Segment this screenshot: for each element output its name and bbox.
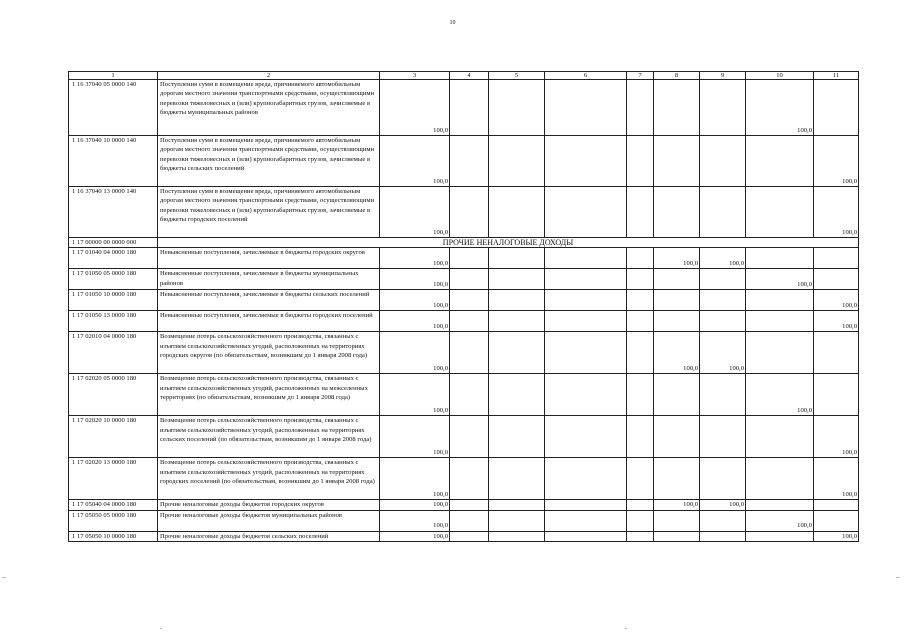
value-cell [489, 136, 545, 187]
table-row [69, 500, 859, 510]
value-cell [654, 374, 700, 416]
revenue-description: Поступления сумм в возмещение вреда, причиняемого автомобильным дорогам местного значения транспортными средствами, осуществляющими перевозки тяжеловесных и (или) крупногабаритных грузов, зачисляемые в бюджеты муниципальных районов [158, 80, 380, 136]
value-cell: 100,0 [814, 136, 859, 187]
column-number: 11 [814, 72, 859, 80]
value-cell [489, 187, 545, 238]
value-cell [450, 248, 489, 269]
value-cell [700, 510, 746, 531]
value-cell: 100,0 [700, 332, 746, 374]
value-cell [489, 510, 545, 531]
value-cell [746, 187, 814, 238]
value-cell: 100,0 [380, 531, 450, 541]
column-number-row [69, 72, 859, 80]
value-cell [489, 80, 545, 136]
column-number: 5 [489, 72, 545, 80]
value-cell [627, 136, 654, 187]
value-cell [627, 510, 654, 531]
value-cell [814, 332, 859, 374]
value-cell [746, 311, 814, 332]
value-cell [627, 269, 654, 290]
value-cell: 100,0 [746, 510, 814, 531]
value-cell [545, 248, 627, 269]
revenue-description: Поступления сумм в возмещение вреда, причиняемого автомобильным дорогам местного значения транспортными средствами, осуществляющими перевозки тяжеловесных и (или) крупногабаритных грузов, зачисляемые в бюджеты сельских поселений [158, 136, 380, 187]
value-cell [627, 80, 654, 136]
value-cell [489, 311, 545, 332]
table-row [69, 136, 859, 187]
revenue-description: Возмещение потерь сельскохозяйственного производства, связанных с изъятием сельскохозяйственных угодий, расположенных на межселенных территориях (по обязательствам, возникшим до 1 января 2008 года) [158, 374, 380, 416]
column-number: 10 [746, 72, 814, 80]
scan-mark [625, 628, 627, 629]
revenue-description: Возмещение потерь сельскохозяйственного производства, связанных с изъятием сельскохозяйственных угодий, расположенных на территориях городских округов (по обязательствам, возникшим до 1 января 2008 года) [158, 332, 380, 374]
column-number: 6 [545, 72, 627, 80]
revenue-table [68, 71, 859, 542]
revenue-description: Невыясненные поступления, зачисляемые в бюджеты городских поселений [158, 311, 380, 332]
value-cell [700, 290, 746, 311]
value-cell [489, 332, 545, 374]
value-cell [489, 458, 545, 500]
value-cell [700, 269, 746, 290]
revenue-code: 1 17 05050 05 0000 180 [69, 510, 158, 531]
value-cell [545, 374, 627, 416]
value-cell [700, 187, 746, 238]
value-cell [489, 269, 545, 290]
value-cell [489, 531, 545, 541]
column-number: 1 [69, 72, 158, 80]
revenue-description: Поступления сумм в возмещение вреда, причиняемого автомобильным дорогам местного значения транспортными средствами, осуществляющими перевозки тяжеловесных и (или) крупногабаритных грузов, зачисляемые в бюджеты городских поселений [158, 187, 380, 238]
revenue-description: Невыясненные поступления, зачисляемые в бюджеты городских округов [158, 248, 380, 269]
value-cell: 100,0 [746, 80, 814, 136]
value-cell [450, 80, 489, 136]
value-cell [545, 531, 627, 541]
revenue-code: 1 17 05040 04 0000 180 [69, 500, 158, 510]
revenue-code: 1 17 01040 04 0000 180 [69, 248, 158, 269]
value-cell [489, 248, 545, 269]
value-cell: 100,0 [654, 500, 700, 510]
value-cell [545, 311, 627, 332]
table-row [69, 311, 859, 332]
value-cell [654, 290, 700, 311]
value-cell [627, 531, 654, 541]
value-cell: 100,0 [380, 187, 450, 238]
value-cell [450, 269, 489, 290]
table-row [69, 290, 859, 311]
value-cell: 100,0 [700, 500, 746, 510]
revenue-code: 1 17 05050 10 0000 180 [69, 531, 158, 541]
value-cell [746, 290, 814, 311]
value-cell [654, 510, 700, 531]
value-cell [654, 80, 700, 136]
value-cell: 100,0 [380, 500, 450, 510]
revenue-description: Возмещение потерь сельскохозяйственного производства, связанных с изъятием сельскохозяйственных угодий, расположенных на территориях городских поселений (по обязательствам, возникшим до 1 января 2008 года) [158, 458, 380, 500]
revenue-code: 1 17 00000 00 0000 000 [69, 238, 158, 248]
value-cell [450, 290, 489, 311]
value-cell [545, 510, 627, 531]
value-cell [700, 374, 746, 416]
value-cell: 100,0 [700, 248, 746, 269]
value-cell: 100,0 [654, 332, 700, 374]
value-cell [545, 332, 627, 374]
table-row [69, 187, 859, 238]
scan-mark [2, 577, 6, 578]
value-cell [545, 500, 627, 510]
value-cell [450, 500, 489, 510]
value-cell [545, 458, 627, 500]
table-row [69, 332, 859, 374]
revenue-description: Прочие неналоговые доходы бюджетов сельских поселений [158, 531, 380, 541]
value-cell [654, 136, 700, 187]
value-cell [450, 374, 489, 416]
value-cell [489, 374, 545, 416]
value-cell [545, 136, 627, 187]
value-cell: 100,0 [746, 374, 814, 416]
value-cell [450, 416, 489, 458]
section-row [69, 238, 859, 248]
revenue-code: 1 17 01050 10 0000 180 [69, 290, 158, 311]
value-cell [746, 458, 814, 500]
revenue-code: 1 17 01050 05 0000 180 [69, 269, 158, 290]
value-cell [450, 311, 489, 332]
value-cell [450, 531, 489, 541]
value-cell: 100,0 [380, 311, 450, 332]
value-cell: 100,0 [380, 136, 450, 187]
value-cell [654, 531, 700, 541]
value-cell [700, 416, 746, 458]
value-cell [814, 500, 859, 510]
value-cell [627, 311, 654, 332]
value-cell: 100,0 [380, 80, 450, 136]
value-cell [545, 80, 627, 136]
value-cell [814, 80, 859, 136]
revenue-code: 1 17 02020 13 0000 180 [69, 458, 158, 500]
revenue-code: 1 17 02010 04 0000 180 [69, 332, 158, 374]
revenue-code: 1 16 37040 13 0000 140 [69, 187, 158, 238]
value-cell: 100,0 [380, 416, 450, 458]
value-cell [450, 136, 489, 187]
value-cell: 100,0 [380, 248, 450, 269]
table-row [69, 458, 859, 500]
value-cell [654, 458, 700, 500]
table-row [69, 269, 859, 290]
scan-mark [896, 577, 900, 578]
value-cell [627, 332, 654, 374]
value-cell [489, 290, 545, 311]
value-cell [450, 458, 489, 500]
value-cell [450, 332, 489, 374]
value-cell [700, 311, 746, 332]
value-cell [746, 416, 814, 458]
revenue-code: 1 17 02020 05 0000 180 [69, 374, 158, 416]
value-cell [746, 500, 814, 510]
value-cell [627, 500, 654, 510]
revenue-description: Возмещение потерь сельскохозяйственного производства, связанных с изъятием сельскохозяйственных угодий, расположенных на территориях сельских поселений (по обязательствам, возникшим до 1 января 2008 года) [158, 416, 380, 458]
value-cell: 100,0 [814, 531, 859, 541]
value-cell [545, 416, 627, 458]
table-row [69, 510, 859, 531]
table-row [69, 80, 859, 136]
column-number: 8 [654, 72, 700, 80]
value-cell: 100,0 [654, 248, 700, 269]
value-cell [545, 269, 627, 290]
value-cell: 100,0 [380, 290, 450, 311]
value-cell: 100,0 [380, 374, 450, 416]
column-number: 2 [158, 72, 380, 80]
value-cell [545, 187, 627, 238]
value-cell: 100,0 [814, 416, 859, 458]
value-cell [814, 374, 859, 416]
value-cell [746, 531, 814, 541]
revenue-code: 1 16 37040 10 0000 140 [69, 136, 158, 187]
revenue-code: 1 16 37040 05 0000 140 [69, 80, 158, 136]
value-cell [814, 248, 859, 269]
value-cell [654, 187, 700, 238]
value-cell [746, 136, 814, 187]
section-title: ПРОЧИЕ НЕНАЛОГОВЫЕ ДОХОДЫ [158, 238, 859, 248]
value-cell: 100,0 [814, 458, 859, 500]
value-cell [700, 80, 746, 136]
value-cell [700, 458, 746, 500]
value-cell [545, 290, 627, 311]
value-cell [627, 458, 654, 500]
value-cell [627, 248, 654, 269]
column-number: 4 [450, 72, 489, 80]
table-row [69, 374, 859, 416]
value-cell [450, 510, 489, 531]
value-cell: 100,0 [814, 311, 859, 332]
value-cell [627, 416, 654, 458]
table-row [69, 416, 859, 458]
value-cell [814, 510, 859, 531]
page-number: 10 [449, 20, 456, 26]
value-cell: 100,0 [814, 187, 859, 238]
value-cell [746, 332, 814, 374]
revenue-description: Невыясненные поступления, зачисляемые в бюджеты сельских поселений [158, 290, 380, 311]
value-cell [450, 187, 489, 238]
value-cell [627, 187, 654, 238]
table-row [69, 531, 859, 541]
value-cell [654, 311, 700, 332]
value-cell: 100,0 [380, 458, 450, 500]
value-cell [489, 500, 545, 510]
value-cell [654, 269, 700, 290]
column-number: 7 [627, 72, 654, 80]
revenue-code: 1 17 01050 13 0000 180 [69, 311, 158, 332]
column-number: 9 [700, 72, 746, 80]
value-cell [654, 416, 700, 458]
value-cell [746, 248, 814, 269]
value-cell: 100,0 [380, 510, 450, 531]
column-number: 3 [380, 72, 450, 80]
value-cell [627, 374, 654, 416]
revenue-description: Невыясненные поступления, зачисляемые в бюджеты муниципальных районов [158, 269, 380, 290]
scan-mark [160, 628, 162, 629]
value-cell: 100,0 [380, 332, 450, 374]
table-row [69, 248, 859, 269]
revenue-code: 1 17 02020 10 0000 180 [69, 416, 158, 458]
value-cell: 100,0 [814, 290, 859, 311]
revenue-description: Прочие неналоговые доходы бюджетов городских округов [158, 500, 380, 510]
value-cell: 100,0 [380, 269, 450, 290]
value-cell [700, 136, 746, 187]
value-cell [489, 416, 545, 458]
value-cell [814, 269, 859, 290]
value-cell: 100,0 [746, 269, 814, 290]
value-cell [700, 531, 746, 541]
revenue-description: Прочие неналоговые доходы бюджетов муниципальных районов [158, 510, 380, 531]
value-cell [627, 290, 654, 311]
